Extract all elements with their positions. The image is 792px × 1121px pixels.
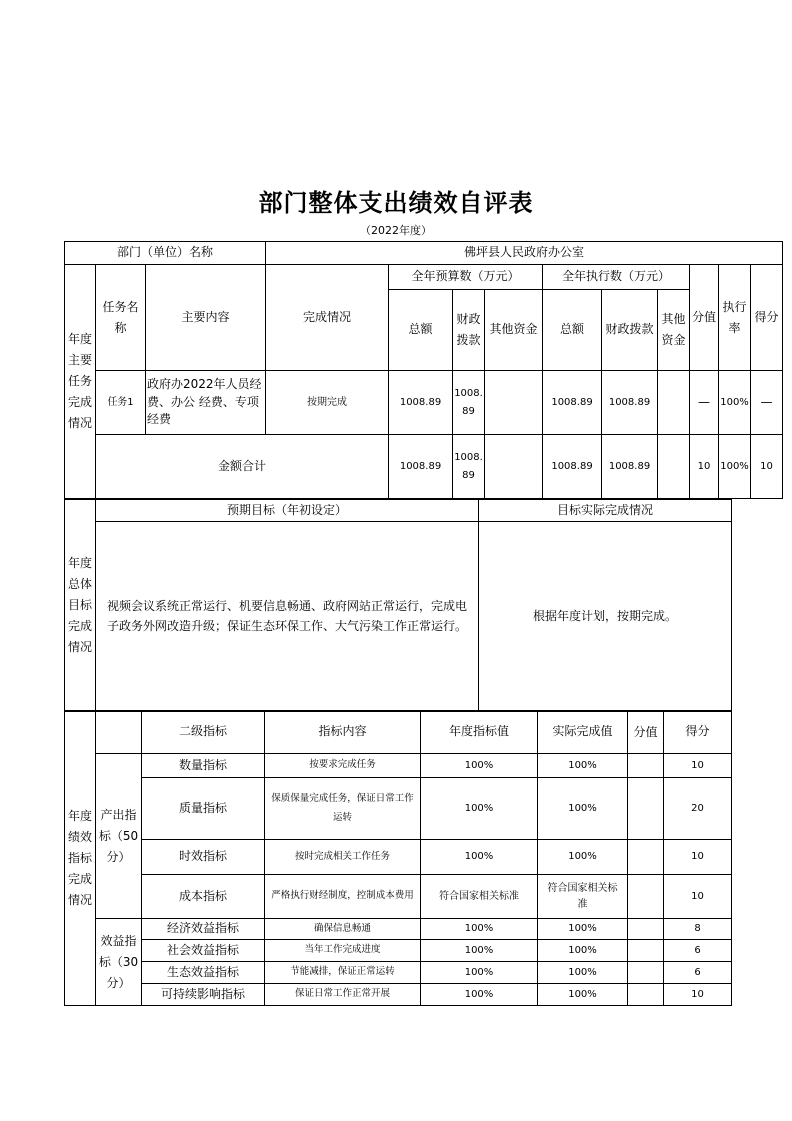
indicator-content: 按时完成相关工作任务	[265, 840, 421, 875]
indicator-score: 10	[664, 984, 732, 1006]
indicator-score-value	[628, 962, 664, 984]
indicator-target: 100%	[421, 840, 538, 875]
indicator-name: 成本指标	[142, 875, 265, 919]
indicator-score: 20	[664, 778, 732, 840]
indicator-score-value	[628, 919, 664, 940]
task-exec-other	[658, 371, 690, 435]
indicator-score-value	[628, 778, 664, 840]
indicator-content: 保质保量完成任务，保证日常工作运转	[265, 778, 421, 840]
task-table	[64, 241, 783, 499]
indicator-content: 按要求完成任务	[265, 754, 421, 778]
indicator-content: 当年工作完成进度	[265, 940, 421, 962]
header-main-content: 主要内容	[146, 265, 266, 371]
indicator-score-value	[628, 840, 664, 875]
header-expected-goal: 预期目标（年初设定）	[96, 500, 479, 522]
expected-goal-text: 视频会议系统正常运行、机要信息畅通、政府网站正常运行，完成电子政务外网改造升级；保证生态环保工作、大气污染工作正常运行。	[96, 522, 479, 712]
indicator-actual: 100%	[538, 754, 628, 778]
indicator-content: 节能减排，保证正常运转	[265, 962, 421, 984]
indicator-score: 10	[664, 875, 732, 919]
total-exec-fiscal: 1008.89	[602, 435, 658, 499]
indicator-actual: 100%	[538, 940, 628, 962]
indicator-target: 100%	[421, 962, 538, 984]
total-exec-total: 1008.89	[543, 435, 602, 499]
task-score-value: —	[690, 371, 719, 435]
header-annual-execution: 全年执行数（万元）	[543, 265, 690, 290]
indicator-name: 质量指标	[142, 778, 265, 840]
indicator-actual: 100%	[538, 984, 628, 1006]
task-exec-fiscal: 1008.89	[602, 371, 658, 435]
subheader-exec-other: 其他资金	[658, 290, 690, 371]
actual-goal-text: 根据年度计划，按期完成。	[479, 522, 732, 712]
indicator-target: 100%	[421, 919, 538, 940]
subheader-exec-fiscal: 财政拨款	[602, 290, 658, 371]
total-score-value: 10	[690, 435, 719, 499]
header-annual-target: 年度指标值	[421, 711, 538, 754]
indicator-score-value	[628, 984, 664, 1006]
task-budget-fiscal: 1008.89	[453, 371, 485, 435]
indicator-name: 时效指标	[142, 840, 265, 875]
indicator-actual: 符合国家相关标准	[538, 875, 628, 919]
indicator-score: 10	[664, 754, 732, 778]
total-budget-fiscal: 1008.89	[453, 435, 485, 499]
indicator-score: 8	[664, 919, 732, 940]
indicator-name: 数量指标	[142, 754, 265, 778]
indicator-target: 100%	[421, 778, 538, 840]
section-side-label-indicators: 年度绩效指标完成情况	[65, 711, 96, 1006]
subheader-exec-total: 总额	[543, 290, 602, 371]
header-score-value: 分值	[690, 265, 719, 371]
table-row	[65, 875, 732, 919]
total-exec-other	[658, 435, 690, 499]
task-name: 任务1	[96, 371, 146, 435]
header-level2: 二级指标	[142, 711, 265, 754]
indicator-target: 符合国家相关标准	[421, 875, 538, 919]
dept-value: 佛坪县人民政府办公室	[266, 242, 783, 265]
indicator-score: 6	[664, 940, 732, 962]
table-row	[65, 778, 732, 840]
indicator-score-value	[628, 940, 664, 962]
indicator-name: 经济效益指标	[142, 919, 265, 940]
indicator-content: 确保信息畅通	[265, 919, 421, 940]
indicator-target: 100%	[421, 940, 538, 962]
task-budget-other	[485, 371, 543, 435]
indicator-actual: 100%	[538, 778, 628, 840]
indicator-content: 严格执行财经制度，控制成本费用	[265, 875, 421, 919]
header-score-value: 分值	[628, 711, 664, 754]
task-exec-rate: 100%	[719, 371, 751, 435]
task-status: 按期完成	[266, 371, 389, 435]
header-task-name: 任务名称	[96, 265, 146, 371]
subheader-budget-total: 总额	[389, 290, 453, 371]
indicator-score-value	[628, 875, 664, 919]
indicator-actual: 100%	[538, 840, 628, 875]
subheader-budget-fiscal: 财政拨款	[453, 290, 485, 371]
header-execution-rate: 执行率	[719, 265, 751, 371]
group-benefit-label: 效益指标（30分）	[96, 919, 142, 1006]
header-indicator-content: 指标内容	[265, 711, 421, 754]
indicator-score-value	[628, 754, 664, 778]
indicator-actual: 100%	[538, 962, 628, 984]
header-score: 得分	[664, 711, 732, 754]
table-row	[65, 919, 732, 940]
indicator-actual: 100%	[538, 919, 628, 940]
header-annual-budget: 全年预算数（万元）	[389, 265, 543, 290]
dept-label: 部门（单位）名称	[65, 242, 266, 265]
goal-table	[64, 499, 732, 712]
header-actual-goal: 目标实际完成情况	[479, 500, 732, 522]
indicator-target: 100%	[421, 984, 538, 1006]
total-budget-total: 1008.89	[389, 435, 453, 499]
total-score: 10	[751, 435, 783, 499]
table-row	[65, 754, 732, 778]
total-exec-rate: 100%	[719, 435, 751, 499]
indicator-score: 10	[664, 840, 732, 875]
subheader-budget-other: 其他资金	[485, 290, 543, 371]
table-row	[65, 984, 732, 1006]
indicator-target: 100%	[421, 754, 538, 778]
page-title: 部门整体支出绩效自评表	[258, 189, 534, 217]
task-budget-total: 1008.89	[389, 371, 453, 435]
indicator-score: 6	[664, 962, 732, 984]
table-row	[65, 840, 732, 875]
group-output-label: 产出指标（50分）	[96, 754, 142, 919]
indicator-content: 保证日常工作正常开展	[265, 984, 421, 1006]
section-side-label-goals: 年度总体目标完成情况	[65, 500, 96, 712]
indicator-name: 可持续影响指标	[142, 984, 265, 1006]
table-row	[65, 435, 783, 499]
total-label: 金额合计	[96, 435, 389, 499]
page-subtitle: （2022年度）	[360, 224, 432, 237]
table-row	[65, 371, 783, 435]
header-score: 得分	[751, 265, 783, 371]
table-row	[65, 962, 732, 984]
task-content: 政府办2022年人员经费、办公 经费、专项经费	[146, 371, 266, 435]
task-exec-total: 1008.89	[543, 371, 602, 435]
header-completion: 完成情况	[266, 265, 389, 371]
header-actual-value: 实际完成值	[538, 711, 628, 754]
indicator-table	[64, 710, 732, 1006]
indicator-name: 社会效益指标	[142, 940, 265, 962]
table-row	[65, 940, 732, 962]
total-budget-other	[485, 435, 543, 499]
section-side-label-tasks: 年度主要任务完成情况	[65, 265, 96, 499]
indicator-name: 生态效益指标	[142, 962, 265, 984]
task-score: —	[751, 371, 783, 435]
